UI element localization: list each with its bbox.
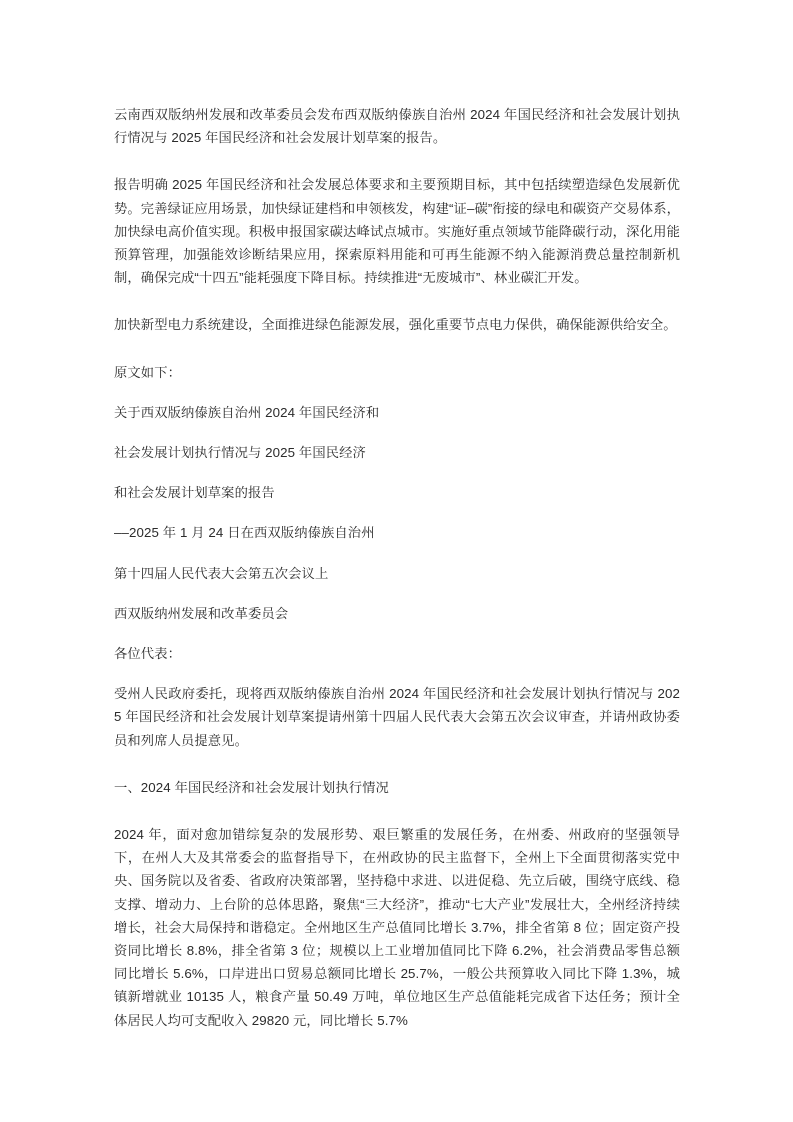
document-issuer: 西双版纳州发展和改革委员会 xyxy=(114,605,289,621)
paragraph-summary-green-development: 报告明确 2025 年国民经济和社会发展总体要求和主要预期目标，其中包括续塑造绿色发展新优势。完善绿证应用场景，加快绿证建档和申领核发，构建“证–碳”衔接的绿电和碳资产交易体系，加快绿电高价值实现。积极申报国家碳达峰试点城市。实施好重点领域节能降碳行动，深化用能预算管理，加强能效诊断结果应用，探索原料用能和可再生能源不纳入能源消费总量控制新机制，确保完成“十四五”能耗强度下降目标。持续推进“无废城市”、林业碳汇开发。 xyxy=(114,177,680,286)
document-session-line: 第十四届人民代表大会第五次会议上 xyxy=(114,565,329,581)
paragraph-submission: 受州人民政府委托，现将西双版纳傣族自治州 2024 年国民经济和社会发展计划执行情况与 2025 年国民经济和社会发展计划草案提请州第十四届人民代表大会第五次会议审查，并请州政协委员和列席人员提意见。 xyxy=(114,686,680,748)
document-title-line-3: 和社会发展计划草案的报告 xyxy=(114,485,275,501)
paragraph-summary-lead: 云南西双版纳州发展和改革委员会发布西双版纳傣族自治州 2024 年国民经济和社会发展计划执行情况与 2025 年国民经济和社会发展计划草案的报告。 xyxy=(114,107,680,146)
paragraph-execution-overview: 2024 年，面对愈加错综复杂的发展形势、艰巨繁重的发展任务，在州委、州政府的坚强领导下，在州人大及其常委会的监督指导下，在州政协的民主监督下，全州上下全面贯彻落实党中央、国务院以及省委、省政府决策部署，坚持稳中求进、以进促稳、先立后破，围绕守底线、稳支撑、增动力、上台阶的总体思路，聚焦“三大经济”，推动“七大产业”发展壮大，全州经济持续增长，社会大局保持和谐稳定。全州地区生产总值同比增长 3.7%，排全省第 8 位；固定资产投资同比增长 8.8%，排全省第 3 位；规模以上工业增加值同比下降 6.2%，社会消费品零售总额同比增长 5.6%，口岸进出口贸易总额同比增长 25.7%，一般公共预算收入同比下降 1.3%，城镇新增就业 10135 人，粮食产量 50.49 万吨，单位地区生产总值能耗完成省下达任务；预计全体居民人均可支配收入 29820 元，同比增长 5.7% xyxy=(114,827,680,1028)
document-title-line-2: 社会发展计划执行情况与 2025 年国民经济 xyxy=(114,445,366,461)
paragraph-summary-power-system: 加快新型电力系统建设，全面推进绿色能源发展，强化重要节点电力保供，确保能源供给安全。 xyxy=(114,317,677,333)
original-text-label: 原文如下： xyxy=(114,364,181,380)
document-body xyxy=(114,103,680,1032)
salutation: 各位代表： xyxy=(114,646,181,662)
document-dateline: ––2025 年 1 月 24 日在西双版纳傣族自治州 xyxy=(114,525,375,541)
section-heading-1: 一、2024 年国民经济和社会发展计划执行情况 xyxy=(114,779,389,795)
document-title-line-1: 关于西双版纳傣族自治州 2024 年国民经济和 xyxy=(114,404,380,420)
